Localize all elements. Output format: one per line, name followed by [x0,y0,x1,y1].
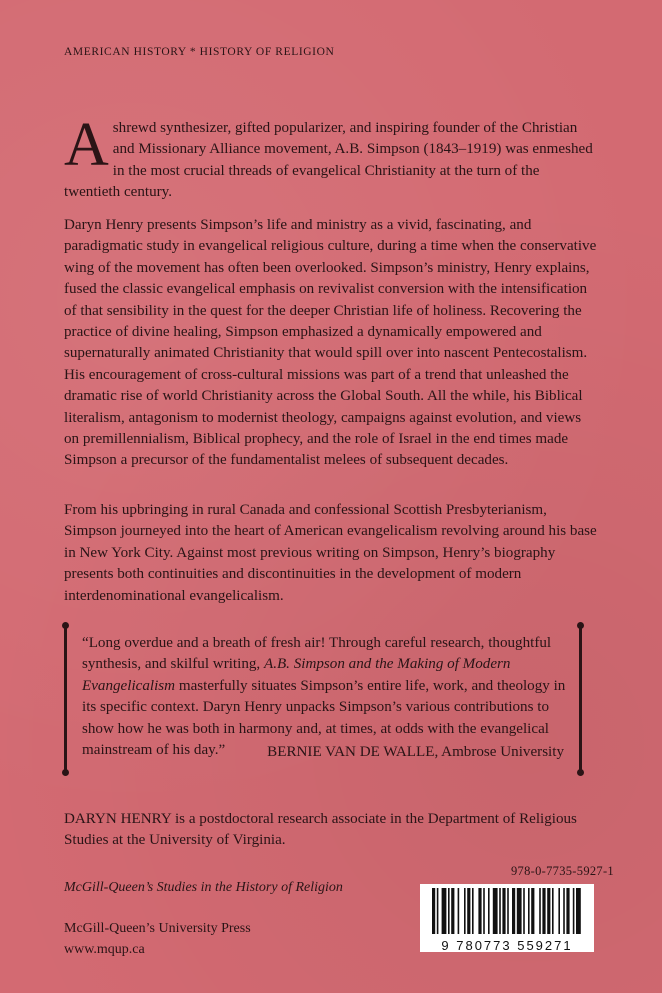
barcode-bars [420,884,594,938]
category-line: AMERICAN HISTORY * HISTORY OF RELIGION [64,46,335,58]
drop-cap: A [64,111,109,179]
quote-bar-left [64,625,67,773]
quote-part-2: masterfully situates Simpson’s entire life, work, and theology in its specific context. Daryn Henry unpacks Simpson’s various contributions to show how he was both in harmony and, at times, at odds with the evangelical mainstream of his day.” [82,677,566,759]
endorsement-quote [82,633,568,761]
quote-book-title: A.B. Simpson and the Making of Modern Evangelicalism [82,656,511,694]
description-paragraph: Daryn Henry presents Simpson’s life and ministry as a vivid, fascinating, and paradigmatic study in evangelical religious culture, during a time when the conservative wing of the movement has often been overlooked. Simpson’s ministry, Henry explains, fused the classic evangelical emphasis on revivalist conversion with the intensification of that sensibility in the quest for the deeper Christian life of holiness. Recovering the practice of divine healing, Simpson emphasized a dynamically empowered and supernaturally animated Christianity that would spill over into nascent Pentecostalism. His encouragement of cross-cultural missions was part of a trend that unleashed the dramatic rise of world Christianity across the Global South. All the while, his Biblical literalism, antagonism to modernist theology, campaigns against evolution, and views on premillennialism, Biblical prophecy, and the role of Israel in the end times made Simpson a precursor of the fundamentalist melees of subsequent decades. [64,217,597,469]
publisher-url: www.mqup.ca [64,942,145,957]
publisher-info [64,918,251,960]
intro-paragraph [64,111,598,204]
endorsement-attribution: BERNIE VAN DE WALLE, Ambrose University [267,744,564,760]
quote-part-1: “Long overdue and a breath of fresh air! Through careful research, thoughtful synthesis, and skilful writing, [82,635,552,673]
context-paragraph: From his upbringing in rural Canada and confessional Scottish Presbyterianism, Simpson journeyed into the heart of American evangelicalism revolving around his base in New York City. Against most previous writing on Simpson, Henry’s biography presents both continuities and discontinuities in the development of modern interdenominational evangelicalism. [64,502,597,604]
publisher-name: McGill-Queen’s University Press [64,921,251,936]
author-bio: DARYN HENRY is a postdoctoral research associate in the Department of Religious Studies at the University of Virginia. [64,811,577,849]
series-title: McGill-Queen’s Studies in the History of Religion [64,880,343,895]
isbn: 978-0-7735-5927-1 [510,864,614,878]
intro-text: shrewd synthesizer, gifted popularizer, and inspiring founder of the Christian and Missionary Alliance movement, A.B. Simpson (1843–1919) was enmeshed in the most crucial threads of evangelical Christianity at the turn of the twentieth century. [64,120,593,201]
barcode-number: 9 780773 559271 [441,938,573,953]
quote-bar-right [579,625,582,773]
endorsement-block [64,625,582,775]
